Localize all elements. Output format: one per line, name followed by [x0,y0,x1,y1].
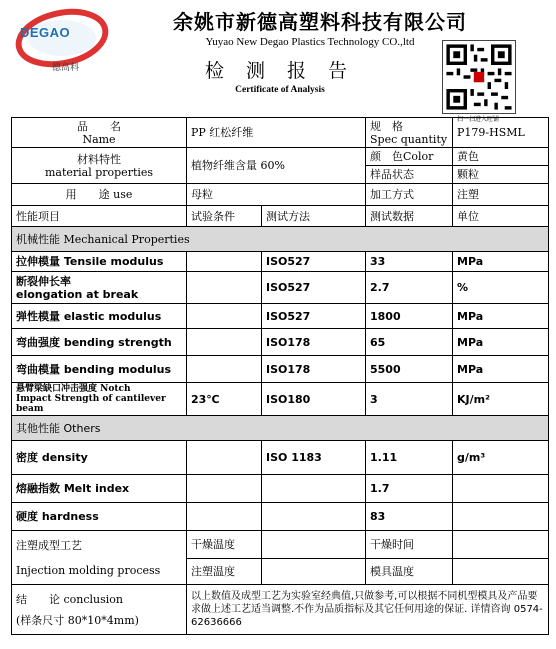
property-name: 弯曲模量 bending modulus [12,356,187,383]
sample-state-value: 颗粒 [453,166,549,184]
col-unit: 单位 [453,206,549,227]
use-value: 母粒 [187,184,366,206]
name-label-cell [12,118,187,148]
sample-state-label: 样品状态 [366,166,453,184]
processing-value: 注塑 [453,184,549,206]
drying-temp-value [262,531,366,559]
col-condition: 试验条件 [187,206,262,227]
test-unit: MPa [453,252,549,272]
use-label: 用 途 use [12,184,187,206]
injection-temp-label: 注塑温度 [187,559,262,585]
table-row [12,252,549,272]
drying-time-label: 干燥时间 [366,531,453,559]
drying-temp-label: 干燥温度 [187,531,262,559]
test-method: ISO180 [262,383,366,416]
test-method: ISO527 [262,252,366,272]
table-row [12,503,549,531]
mechanical-section-title: 机械性能 Mechanical Properties [12,227,549,252]
col-item: 性能项目 [12,206,187,227]
spec-label: 规 格 [370,119,403,133]
test-value: 33 [366,252,453,272]
company-name-en: Yuyao New Degao Plastics Technology CO.,ltd [205,36,415,48]
test-value: 5500 [366,356,453,383]
test-unit [453,475,549,503]
property-name: 密度 density [12,441,187,475]
property-name: 硬度 hardness [12,503,187,531]
others-section-title: 其他性能 Others [12,416,549,441]
conclusion-text: 以上数值及成型工艺为实验室经典值,只做参考,可以根据不同机型模具及产品要求做上述工艺适当调整.不作为品质指标及其它任何用途的保证. 详情咨询 0574-62636666 [187,585,549,635]
mold-temp-label: 模具温度 [366,559,453,585]
test-condition [187,252,262,272]
test-condition [187,503,262,531]
report-title-en: Certificate of Analysis [235,85,325,95]
qr-code-icon[interactable] [442,40,516,114]
test-method: ISO 1183 [262,441,366,475]
test-condition [187,304,262,329]
property-name-line2: elongation at break [16,287,139,301]
qr-caption: 扫一扫进入旺铺 [456,116,499,123]
test-value: 2.7 [366,272,453,304]
test-value: 65 [366,329,453,356]
conclusion-label-cell [12,585,187,635]
test-unit: KJ/m² [453,383,549,416]
test-method: ISO178 [262,329,366,356]
company-name: 余姚市新德高塑料科技有限公司 [173,10,467,34]
test-unit: % [453,272,549,304]
material-label-en: material properties [44,165,154,179]
property-name: 熔融指数 Melt index [12,475,187,503]
test-value: 1.11 [366,441,453,475]
name-value: PP 红松纤维 [187,118,366,148]
table-row [12,304,549,329]
column-header-row [12,206,549,227]
spec-label-cell [366,118,453,148]
test-method: ISO527 [262,304,366,329]
color-label: 颜 色Color [366,148,453,166]
property-name [12,383,187,416]
sample-size: (样条尺寸 80*10*4mm) [16,613,139,627]
injection-label: 注塑成型工艺 [16,538,82,552]
col-method: 测试方法 [262,206,366,227]
mold-temp-value [453,559,549,585]
test-condition [187,475,262,503]
logo-subtitle: 德高料 [52,63,80,73]
test-unit: g/m³ [453,441,549,475]
test-unit: MPa [453,356,549,383]
test-condition: 23℃ [187,383,262,416]
test-method [262,475,366,503]
injection-label-en: Injection molding process [16,563,161,577]
test-condition [187,356,262,383]
color-value: 黄色 [453,148,549,166]
table-row [12,475,549,503]
test-unit: MPa [453,329,549,356]
table-row [12,356,549,383]
property-name: 拉伸模量 Tensile modulus [12,252,187,272]
property-name-line2: Impact Strength of cantilever beam [16,394,166,414]
test-unit [453,503,549,531]
table-row [12,383,549,416]
table-row [12,329,549,356]
name-label: 品 名 [77,119,121,133]
drying-time-value [453,531,549,559]
test-value: 3 [366,383,453,416]
processing-label: 加工方式 [366,184,453,206]
test-value: 1.7 [366,475,453,503]
table-row [12,272,549,304]
name-label-en: Name [82,132,116,146]
property-name: 弯曲强度 bending strength [12,329,187,356]
table-row [12,441,549,475]
property-name-line1: 悬臂梁缺口冲击强度 Notch [16,384,131,394]
property-name: 弹性模量 elastic modulus [12,304,187,329]
test-unit: MPa [453,304,549,329]
test-value: 83 [366,503,453,531]
test-method [262,503,366,531]
test-value: 1800 [366,304,453,329]
report-title: 检 测 报 告 [204,60,356,82]
spec-value: P179-HSML [453,118,549,148]
test-method: ISO178 [262,356,366,383]
conclusion-label: 结 论 conclusion [16,592,123,606]
logo-text: DEGAO [20,25,71,40]
material-label-cell [12,148,187,184]
material-label: 材料特性 [77,152,121,166]
test-condition [187,329,262,356]
injection-label-cell [12,531,187,585]
analysis-table [11,117,549,635]
material-value: 植物纤维含量 60% [187,148,366,184]
test-method: ISO527 [262,272,366,304]
col-data: 测试数据 [366,206,453,227]
test-condition [187,441,262,475]
injection-temp-value [262,559,366,585]
property-name [12,272,187,304]
property-name-line1: 断裂伸长率 [16,274,71,288]
spec-label-en: Spec quantity [370,132,448,146]
test-condition [187,272,262,304]
